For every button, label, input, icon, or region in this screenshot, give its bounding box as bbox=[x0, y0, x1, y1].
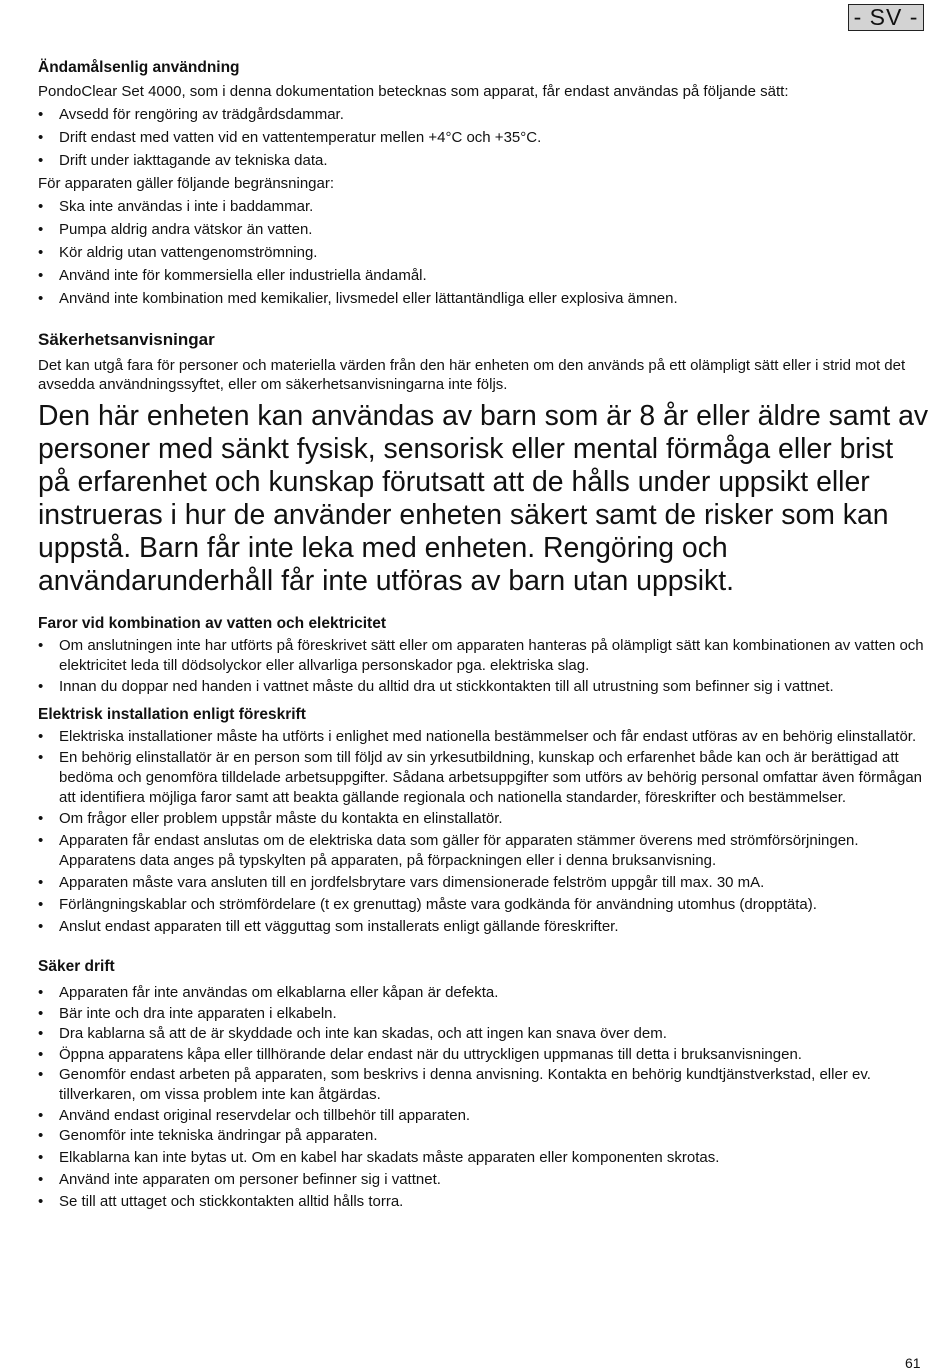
list-item: • Om frågor eller problem uppstår måste du kontakta en elinstallatör. bbox=[38, 809, 930, 829]
list-item: • Elkablarna kan inte bytas ut. Om en kabel har skadats måste apparaten eller komponenten skrotas. bbox=[38, 1148, 930, 1168]
intended-use-section bbox=[38, 58, 930, 309]
list-item: • Bär inte och dra inte apparaten i elkabeln. bbox=[38, 1004, 930, 1024]
list-item: • Drift endast med vatten vid en vattentemperatur mellen +4°C och +35°C. bbox=[38, 128, 930, 148]
list-item: • Använd inte kombination med kemikalier, livsmedel eller lättantändliga eller explosiva ämnen. bbox=[38, 289, 930, 309]
list-item: • Genomför endast arbeten på apparaten, som beskrivs i denna anvisning. Kontakta en behörig kundtjänstverkstad, eller ev. tillverkaren, om vissa problem inte kan åtgärdas. bbox=[38, 1065, 930, 1105]
child-safety-notice: Den här enheten kan användas av barn som är 8 år eller äldre samt av personer med sänkt fysisk, sensorisk eller mental förmåga eller brist på erfarenhet och kunskap förutsatt att de hålls under uppsikt eller instrueras i hur de använder enheten säkert samt de risker som kan uppstå. Barn får inte leka med enheten. Rengöring och användarunderhåll får inte utföras av barn utan uppsikt. bbox=[38, 400, 929, 597]
list-item: • Öppna apparatens kåpa eller tillhörande delar endast när du uttryckligen uppmanas till detta i bruksanvisningen. bbox=[38, 1045, 930, 1065]
safety-intro: Det kan utgå fara för personer och materiella värden från den här enheten om den används på ett olämpligt sätt eller i strid mot det avsedda användningssyftet, eller om säkerhetsanvisningarna inte följs. bbox=[38, 357, 906, 393]
electrical-installation-heading: Elektrisk installation enligt föreskrift bbox=[38, 706, 306, 723]
list-item: • Dra kablarna så att de är skyddade och inte kan skadas, och att ingen kan snava över dem. bbox=[38, 1024, 930, 1044]
list-item: • Använd inte för kommersiella eller industriella ändamål. bbox=[38, 266, 930, 286]
list-item: • Förlängningskablar och strömfördelare (t ex grenuttag) måste vara godkända för användning utomhus (dropptäta). bbox=[38, 895, 930, 915]
page-number: 61 bbox=[905, 1355, 921, 1371]
safety-section bbox=[38, 329, 930, 598]
list-item: • En behörig elinstallatör är en person som till följd av sin yrkesutbildning, kunskap och erfarenhet både kan och är berättigad att bedöma och genomföra tilldelade arbetsuppgifter. Sådana arbetsuppgifter som utförs av behörig personal omfattar även förmågan att identifiera möjliga faror samt att beakta gällande regionala och nationella standarder, föreskrifter och bestämmelser. bbox=[38, 748, 930, 808]
intended-use-heading: Ändamålsenlig användning bbox=[38, 59, 240, 76]
list-item: • Apparaten måste vara ansluten till en jordfelsbrytare vars dimensionerade felström uppgår till max. 30 mA. bbox=[38, 873, 930, 893]
list-item: • Avsedd för rengöring av trädgårdsdammar. bbox=[38, 105, 930, 125]
list-item: • Om anslutningen inte har utförts på föreskrivet sätt eller om apparaten hanteras på olämpligt sätt kan kombinationen av vatten och elektricitet leda till dödsolyckor eller allvarliga personskador pga. elektriska slag. bbox=[38, 636, 930, 676]
list-item: • Innan du doppar ned handen i vattnet måste du alltid dra ut stickkontakten till all utrustning som befinner sig i vattnet. bbox=[38, 677, 930, 697]
restrictions-intro: För apparaten gäller följande begränsningar: bbox=[38, 175, 335, 192]
language-tag: - SV - bbox=[848, 4, 924, 31]
list-item: • Ska inte användas i inte i baddammar. bbox=[38, 197, 930, 217]
list-item: • Apparaten får inte användas om elkablarna eller kåpan är defekta. bbox=[38, 983, 930, 1003]
list-item: • Kör aldrig utan vattengenomströmning. bbox=[38, 243, 930, 263]
list-item: • Anslut endast apparaten till ett vägguttag som installerats enligt gällande föreskrifter. bbox=[38, 917, 930, 937]
water-electricity-heading: Faror vid kombination av vatten och elektricitet bbox=[38, 615, 386, 632]
list-item: • Se till att uttaget och stickkontakten alltid hålls torra. bbox=[38, 1192, 930, 1212]
water-electricity-list bbox=[38, 636, 930, 697]
safety-heading: Säkerhetsanvisningar bbox=[38, 330, 215, 349]
intended-use-intro: PondoClear Set 4000, som i denna dokumentation betecknas som apparat, får endast användas på följande sätt: bbox=[38, 83, 789, 100]
list-item: • Genomför inte tekniska ändringar på apparaten. bbox=[38, 1126, 930, 1146]
list-item: • Använd inte apparaten om personer befinner sig i vattnet. bbox=[38, 1170, 930, 1190]
safe-operation-list bbox=[38, 983, 930, 1212]
intended-use-list bbox=[38, 105, 930, 171]
safe-operation-heading: Säker drift bbox=[38, 958, 115, 975]
list-item: • Pumpa aldrig andra vätskor än vatten. bbox=[38, 220, 930, 240]
electrical-installation-section bbox=[38, 705, 930, 937]
water-electricity-section bbox=[38, 614, 930, 697]
list-item: • Använd endast original reservdelar och tillbehör till apparaten. bbox=[38, 1106, 930, 1126]
list-item: • Apparaten får endast anslutas om de elektriska data som gäller för apparaten stämmer överens med strömförsörjningen. Apparatens data anges på typskylten på apparaten, på förpackningen eller i denna bruksanvisning. bbox=[38, 831, 930, 871]
safe-operation-section bbox=[38, 957, 930, 1212]
document-body bbox=[38, 58, 930, 1212]
electrical-installation-list bbox=[38, 727, 930, 937]
restrictions-list bbox=[38, 197, 930, 309]
list-item: • Elektriska installationer måste ha utförts i enlighet med nationella bestämmelser och får endast utföras av en behörig elinstallatör. bbox=[38, 727, 930, 747]
list-item: • Drift under iakttagande av tekniska data. bbox=[38, 151, 930, 171]
